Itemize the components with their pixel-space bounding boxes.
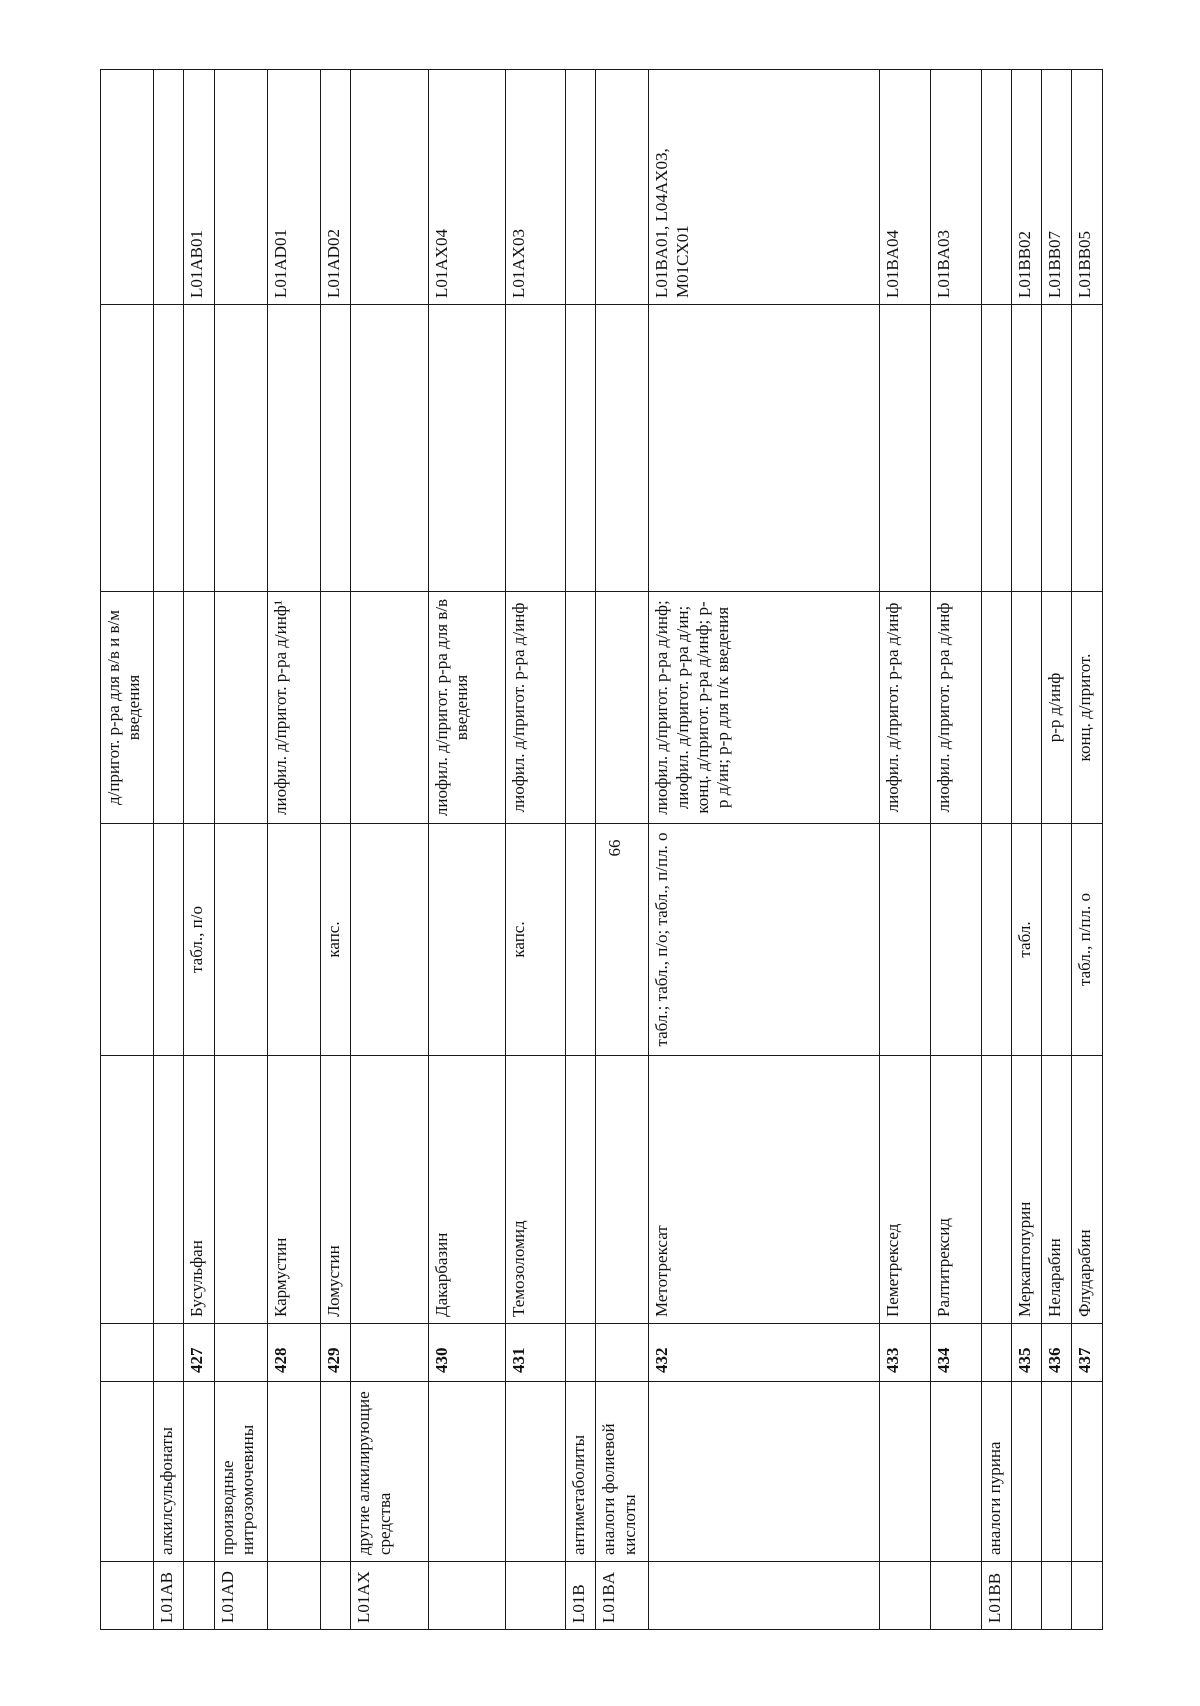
cell-form-other xyxy=(981,305,1011,592)
cell-form-other xyxy=(184,305,214,592)
cell-form-oral xyxy=(930,824,981,1056)
cell-form-other xyxy=(153,305,183,592)
cell-name: Неларабин xyxy=(1042,1056,1072,1324)
cell-group: алкилсульфонаты xyxy=(153,1382,183,1562)
cell-code: L01AD xyxy=(214,1562,267,1630)
cell-form-other xyxy=(267,305,320,592)
cell-atc: L01AX03 xyxy=(506,70,566,305)
cell-atc: L01AX04 xyxy=(428,70,506,305)
cell-code xyxy=(428,1562,506,1630)
cell-name: Ломустин xyxy=(320,1056,350,1324)
cell-number xyxy=(566,1324,596,1382)
cell-atc xyxy=(566,70,596,305)
cell-code: L01BA xyxy=(596,1562,649,1630)
table-row xyxy=(1011,70,1041,1630)
cell-atc: L01AD02 xyxy=(320,70,350,305)
cell-form-injection: лиофил. д/пригот. р-ра д/инф xyxy=(506,592,566,824)
cell-form-injection: лиофил. д/пригот. р-ра для в/в введения xyxy=(428,592,506,824)
cell-name xyxy=(596,1056,649,1324)
cell-code: L01B xyxy=(566,1562,596,1630)
cell-form-injection xyxy=(1011,592,1041,824)
cell-form-oral xyxy=(428,824,506,1056)
cell-group xyxy=(320,1382,350,1562)
cell-group xyxy=(267,1382,320,1562)
cell-form-other xyxy=(596,305,649,592)
cell-code xyxy=(320,1562,350,1630)
cell-code: L01AX xyxy=(351,1562,429,1630)
cell-name: Темозоломид xyxy=(506,1056,566,1324)
cell-form-other xyxy=(879,305,930,592)
cell-form-other xyxy=(1072,305,1103,592)
cell-number: 436 xyxy=(1042,1324,1072,1382)
table-row xyxy=(1042,70,1072,1630)
cell-name: Бусульфан xyxy=(184,1056,214,1324)
cell-form-injection: конц. д/пригот. xyxy=(1072,592,1103,824)
cell-name: Пеметрексед xyxy=(879,1056,930,1324)
cell-name: Метотрексат xyxy=(649,1056,879,1324)
cell-form-oral: табл. xyxy=(1011,824,1041,1056)
cell-group xyxy=(649,1382,879,1562)
table-row xyxy=(566,70,596,1630)
cell-group xyxy=(1072,1382,1103,1562)
table-row xyxy=(320,70,350,1630)
table-row xyxy=(351,70,429,1630)
cell-form-oral xyxy=(566,824,596,1056)
cell-form-oral xyxy=(153,824,183,1056)
cell-form-oral: табл., п/о xyxy=(184,824,214,1056)
cell-form-other xyxy=(351,305,429,592)
cell-form-injection xyxy=(566,592,596,824)
cell-code xyxy=(649,1562,879,1630)
table-row xyxy=(596,70,649,1630)
cell-group xyxy=(930,1382,981,1562)
page-number: 66 xyxy=(605,839,624,857)
cell-name xyxy=(214,1056,267,1324)
cell-form-injection xyxy=(153,592,183,824)
cell-form-injection: д/пригот. р-ра для в/в и в/м введения xyxy=(101,592,154,824)
cell-form-injection: лиофил. д/пригот. р-ра д/инф; лиофил. д/пригот. р-ра д/ин; конц. д/пригот. р-ра д/инф; р-р д/ин; р-р для п/к введения xyxy=(649,592,879,824)
table-row xyxy=(506,70,566,1630)
cell-number xyxy=(981,1324,1011,1382)
rotated-table-wrapper xyxy=(100,70,1103,1630)
cell-form-injection xyxy=(320,592,350,824)
cell-form-other xyxy=(930,305,981,592)
cell-name: Флударабин xyxy=(1072,1056,1103,1324)
cell-form-oral: табл., п/пл. о xyxy=(1072,824,1103,1056)
cell-group xyxy=(184,1382,214,1562)
cell-form-oral xyxy=(879,824,930,1056)
cell-form-injection xyxy=(184,592,214,824)
cell-number: 431 xyxy=(506,1324,566,1382)
cell-form-other xyxy=(1042,305,1072,592)
cell-atc: L01AB01 xyxy=(184,70,214,305)
cell-number xyxy=(214,1324,267,1382)
cell-form-injection xyxy=(981,592,1011,824)
cell-code xyxy=(184,1562,214,1630)
cell-group: другие алкилирующие средства xyxy=(351,1382,429,1562)
cell-name xyxy=(153,1056,183,1324)
cell-code xyxy=(1072,1562,1103,1630)
cell-name xyxy=(566,1056,596,1324)
table-row xyxy=(981,70,1011,1630)
cell-number: 427 xyxy=(184,1324,214,1382)
cell-atc: L01BA04 xyxy=(879,70,930,305)
cell-form-oral: капс. xyxy=(320,824,350,1056)
cell-form-other xyxy=(320,305,350,592)
cell-form-oral xyxy=(981,824,1011,1056)
cell-name: Дакарбазин xyxy=(428,1056,506,1324)
cell-form-injection xyxy=(351,592,429,824)
table-row xyxy=(879,70,930,1630)
cell-number xyxy=(153,1324,183,1382)
cell-number: 428 xyxy=(267,1324,320,1382)
cell-code xyxy=(267,1562,320,1630)
cell-number: 432 xyxy=(649,1324,879,1382)
cell-group xyxy=(1011,1382,1041,1562)
cell-number xyxy=(101,1324,154,1382)
table-row xyxy=(101,70,154,1630)
cell-group: производные нитрозомочевины xyxy=(214,1382,267,1562)
table-row xyxy=(930,70,981,1630)
cell-number: 435 xyxy=(1011,1324,1041,1382)
cell-atc: L01BA01, L04AX03, M01CX01 xyxy=(649,70,879,305)
cell-group: аналоги пурина xyxy=(981,1382,1011,1562)
table-body xyxy=(101,70,1103,1630)
cell-atc: L01BA03 xyxy=(930,70,981,305)
drug-list-table xyxy=(100,69,1103,1630)
cell-code: L01AB xyxy=(153,1562,183,1630)
cell-code xyxy=(879,1562,930,1630)
cell-name xyxy=(351,1056,429,1324)
cell-form-injection: р-р д/инф xyxy=(1042,592,1072,824)
cell-group: антиметаболиты xyxy=(566,1382,596,1562)
cell-number: 429 xyxy=(320,1324,350,1382)
cell-name: Ралтитрексид xyxy=(930,1056,981,1324)
cell-number xyxy=(596,1324,649,1382)
cell-code xyxy=(506,1562,566,1630)
cell-form-other xyxy=(506,305,566,592)
table-row xyxy=(267,70,320,1630)
cell-number xyxy=(351,1324,429,1382)
cell-number: 433 xyxy=(879,1324,930,1382)
cell-group xyxy=(506,1382,566,1562)
cell-number: 430 xyxy=(428,1324,506,1382)
cell-code xyxy=(1042,1562,1072,1630)
cell-form-oral: капс. xyxy=(506,824,566,1056)
cell-group xyxy=(1042,1382,1072,1562)
cell-form-other xyxy=(214,305,267,592)
cell-group xyxy=(428,1382,506,1562)
cell-atc xyxy=(596,70,649,305)
cell-atc xyxy=(981,70,1011,305)
cell-form-oral xyxy=(101,824,154,1056)
cell-form-injection: лиофил. д/пригот. р-ра д/инф¹ xyxy=(267,592,320,824)
cell-atc xyxy=(153,70,183,305)
cell-code xyxy=(1011,1562,1041,1630)
cell-form-injection xyxy=(596,592,649,824)
cell-form-other xyxy=(428,305,506,592)
cell-form-oral xyxy=(351,824,429,1056)
cell-form-oral xyxy=(214,824,267,1056)
cell-number: 437 xyxy=(1072,1324,1103,1382)
cell-atc: L01AD01 xyxy=(267,70,320,305)
cell-name xyxy=(981,1056,1011,1324)
cell-code xyxy=(101,1562,154,1630)
cell-form-injection: лиофил. д/пригот. р-ра д/инф xyxy=(879,592,930,824)
cell-form-oral xyxy=(1042,824,1072,1056)
cell-number: 434 xyxy=(930,1324,981,1382)
cell-form-other xyxy=(566,305,596,592)
table-row xyxy=(214,70,267,1630)
cell-name xyxy=(101,1056,154,1324)
cell-form-injection: лиофил. д/пригот. р-ра д/инф xyxy=(930,592,981,824)
cell-code xyxy=(930,1562,981,1630)
cell-form-other xyxy=(1011,305,1041,592)
cell-atc xyxy=(101,70,154,305)
table-row xyxy=(649,70,879,1630)
cell-form-oral: табл.; табл., п/о; табл., п/пл. о xyxy=(649,824,879,1056)
cell-group xyxy=(879,1382,930,1562)
cell-group: аналоги фолиевой кислоты xyxy=(596,1382,649,1562)
cell-name: Меркаптопурин xyxy=(1011,1056,1041,1324)
cell-form-oral xyxy=(267,824,320,1056)
cell-form-other xyxy=(101,305,154,592)
cell-atc xyxy=(351,70,429,305)
table-row xyxy=(153,70,183,1630)
cell-name: Кармустин xyxy=(267,1056,320,1324)
cell-code: L01BB xyxy=(981,1562,1011,1630)
cell-form-injection xyxy=(214,592,267,824)
cell-form-other xyxy=(649,305,879,592)
table-row xyxy=(428,70,506,1630)
cell-form-oral xyxy=(596,824,649,1056)
cell-atc: L01BB05 xyxy=(1072,70,1103,305)
table-row xyxy=(184,70,214,1630)
cell-atc: L01BB02 xyxy=(1011,70,1041,305)
cell-atc xyxy=(214,70,267,305)
table-row xyxy=(1072,70,1103,1630)
cell-atc: L01BB07 xyxy=(1042,70,1072,305)
cell-group xyxy=(101,1382,154,1562)
